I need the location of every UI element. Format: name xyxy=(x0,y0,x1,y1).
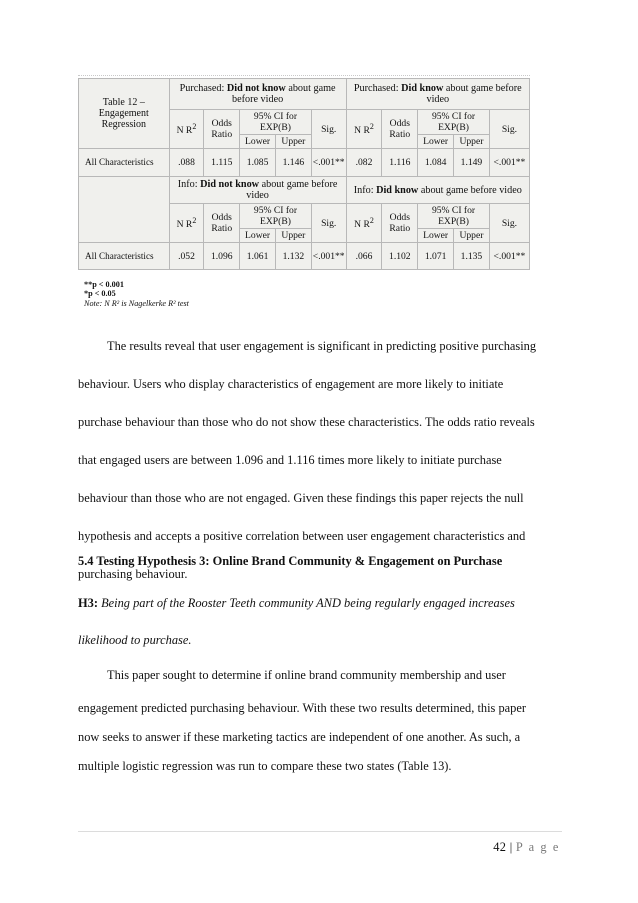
row-label: All Characteristics xyxy=(79,149,170,177)
footer-separator: | xyxy=(506,840,516,854)
group-header-purchased-not-know: Purchased: Did not know about game before video xyxy=(169,79,346,110)
col-header-upper: Upper xyxy=(275,135,311,149)
table-caption xyxy=(79,79,170,149)
cell: <.001** xyxy=(489,243,529,270)
cell: 1.071 xyxy=(418,243,454,270)
col-header-upper: Upper xyxy=(275,229,311,243)
paragraph-line: This paper sought to determine if online brand community membership and user xyxy=(107,668,506,682)
row-label: All Characteristics xyxy=(79,243,170,270)
page-number: 42 xyxy=(493,840,507,854)
cell: 1.085 xyxy=(240,149,276,177)
col-header-nr2: N $R^2$ xyxy=(169,110,204,149)
note-line: *p < 0.05 xyxy=(84,289,116,299)
cell: 1.102 xyxy=(382,243,418,270)
footer-divider xyxy=(78,831,562,832)
col-header-odds: Odds Ratio xyxy=(204,110,240,149)
paragraph-line: behaviour than those who are not engaged. Given these findings this paper rejects the null xyxy=(78,491,524,505)
col-header-odds: Odds Ratio xyxy=(382,110,418,149)
col-header-ci: 95% CI for EXP(B) xyxy=(418,204,490,229)
col-header-sig: Sig. xyxy=(489,110,529,149)
regression-table-wrap xyxy=(78,78,530,270)
page-word: P a g e xyxy=(515,840,560,854)
col-header-lower: Lower xyxy=(418,229,454,243)
col-header-odds: Odds Ratio xyxy=(204,204,240,243)
cell: 1.116 xyxy=(382,149,418,177)
caption-line: Table 12 – xyxy=(102,97,145,108)
col-header-lower: Lower xyxy=(240,135,276,149)
page-footer xyxy=(493,840,560,855)
col-header-sig: Sig. xyxy=(311,110,346,149)
note-line: Note: N R² is Nagelkerke R² test xyxy=(84,298,189,308)
col-header-nr2: N $R^2$ xyxy=(346,110,382,149)
blank-cell xyxy=(79,177,170,243)
table-row xyxy=(79,149,530,177)
col-header-upper: Upper xyxy=(454,135,490,149)
paragraph-line: engagement predicted purchasing behaviour. With these two results determined, this paper xyxy=(78,701,526,715)
paragraph-line: purchasing behaviour. xyxy=(78,567,188,581)
table-row xyxy=(79,243,530,270)
cell: 1.084 xyxy=(418,149,454,177)
paragraph-line: hypothesis and accepts a positive correlation between user engagement characteristics and xyxy=(78,529,526,543)
group-header-purchased-know: Purchased: Did know about game before video xyxy=(346,79,529,110)
col-header-nr2: N $R^2$ xyxy=(169,204,204,243)
cell: .052 xyxy=(169,243,204,270)
col-header-upper: Upper xyxy=(454,229,490,243)
section-heading: 5.4 Testing Hypothesis 3: Online Brand Community & Engagement on Purchase xyxy=(78,554,503,568)
table-top-border xyxy=(78,75,530,77)
cell: <.001** xyxy=(311,243,346,270)
caption-line: Regression xyxy=(101,119,147,130)
cell: 1.096 xyxy=(204,243,240,270)
cell: <.001** xyxy=(311,149,346,177)
cell: .082 xyxy=(346,149,382,177)
cell: 1.149 xyxy=(454,149,490,177)
paragraph-line: that engaged users are between 1.096 and 1.116 times more likely to initiate purchase xyxy=(78,453,502,467)
col-header-odds: Odds Ratio xyxy=(382,204,418,243)
hypothesis-line: likelihood to purchase. xyxy=(78,633,192,647)
caption-line: Engagement xyxy=(98,108,149,119)
cell: <.001** xyxy=(489,149,529,177)
cell: 1.146 xyxy=(275,149,311,177)
col-header-ci: 95% CI for EXP(B) xyxy=(418,110,490,135)
col-header-sig: Sig. xyxy=(489,204,529,243)
cell: .066 xyxy=(346,243,382,270)
note-line: **p < 0.001 xyxy=(84,280,124,289)
col-header-lower: Lower xyxy=(240,229,276,243)
cell: 1.115 xyxy=(204,149,240,177)
paragraph-line: now seeks to answer if these marketing tactics are independent of one another. As such, a xyxy=(78,730,521,744)
hypothesis-label: H3: xyxy=(78,596,98,610)
hypothesis-line xyxy=(78,596,540,611)
group-header-info-not-know: Info: Did not know about game before video xyxy=(169,177,346,204)
col-header-ci: 95% CI for EXP(B) xyxy=(240,110,312,135)
col-header-nr2: N $R^2$ xyxy=(346,204,382,243)
cell: 1.132 xyxy=(275,243,311,270)
paragraph-line: purchase behaviour than those who do not show these characteristics. The odds ratio reveals xyxy=(78,415,535,429)
hypothesis-text: Being part of the Rooster Teeth community AND being regularly engaged increases xyxy=(97,596,515,610)
table-notes xyxy=(84,280,189,308)
col-header-lower: Lower xyxy=(418,135,454,149)
col-header-sig: Sig. xyxy=(311,204,346,243)
cell: 1.135 xyxy=(454,243,490,270)
paragraph-line: behaviour. Users who display characteristics of engagement are more likely to initiate xyxy=(78,377,504,391)
cell: 1.061 xyxy=(240,243,276,270)
col-header-ci: 95% CI for EXP(B) xyxy=(240,204,312,229)
paragraph-line: The results reveal that user engagement is significant in predicting positive purchasing xyxy=(107,339,537,353)
cell: .088 xyxy=(169,149,204,177)
paragraph-line: multiple logistic regression was run to compare these two states (Table 13). xyxy=(78,759,452,773)
engagement-regression-table xyxy=(78,78,530,270)
group-header-info-know: Info: Did know about game before video xyxy=(346,177,529,204)
